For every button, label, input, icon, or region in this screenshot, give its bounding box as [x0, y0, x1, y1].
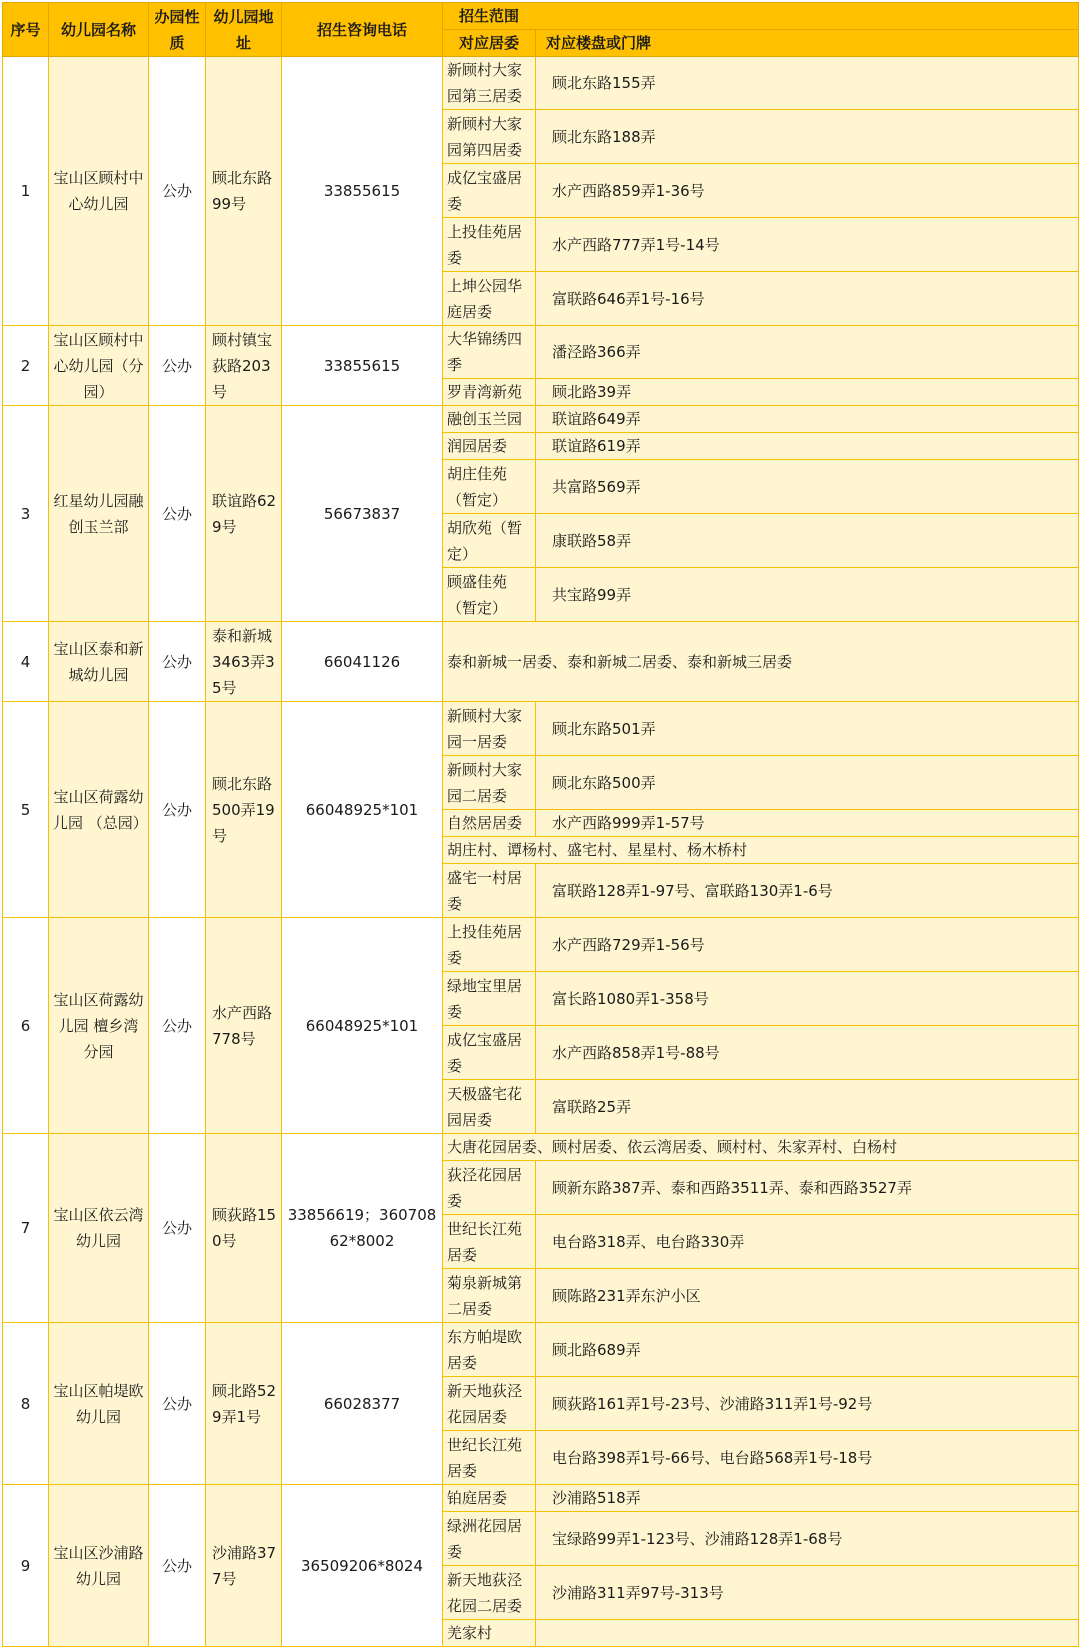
community-cell: 荻泾花园居委	[443, 1161, 536, 1215]
buildings-cell: 水产西路729弄1-56号	[536, 918, 1079, 972]
row-number: 9	[3, 1485, 49, 1647]
buildings-cell: 沙浦路311弄97号-313号	[536, 1566, 1079, 1620]
enrollment-phone: 36509206*8024	[282, 1485, 443, 1647]
buildings-cell: 共富路569弄	[536, 460, 1079, 514]
community-cell: 新顾村大家园一居委	[443, 702, 536, 756]
kindergarten-address: 联谊路629号	[206, 406, 282, 622]
kindergarten-address: 顾北路529弄1号	[206, 1323, 282, 1485]
buildings-cell: 顾荻路161弄1号-23号、沙浦路311弄1号-92号	[536, 1377, 1079, 1431]
community-cell: 世纪长江苑居委	[443, 1215, 536, 1269]
community-cell: 大华锦绣四季	[443, 326, 536, 379]
community-cell: 上投佳苑居委	[443, 218, 536, 272]
enrollment-phone: 33855615	[282, 57, 443, 326]
kindergarten-nature: 公办	[149, 918, 206, 1134]
buildings-cell	[536, 1620, 1079, 1647]
buildings-cell: 水产西路858弄1号-88号	[536, 1026, 1079, 1080]
header-nature: 办园性质	[149, 3, 206, 57]
kindergarten-nature: 公办	[149, 326, 206, 406]
buildings-cell: 顾北东路500弄	[536, 756, 1079, 810]
enrollment-phone: 56673837	[282, 406, 443, 622]
row-number: 1	[3, 57, 49, 326]
kindergarten-name: 宝山区沙浦路幼儿园	[49, 1485, 149, 1647]
buildings-cell: 共宝路99弄	[536, 568, 1079, 622]
header-community: 对应居委	[443, 30, 536, 57]
community-cell: 成亿宝盛居委	[443, 164, 536, 218]
kindergarten-nature: 公办	[149, 622, 206, 702]
community-cell: 盛宅一村居委	[443, 864, 536, 918]
kindergarten-address: 顾村镇宝荻路203号	[206, 326, 282, 406]
community-cell: 菊泉新城第二居委	[443, 1269, 536, 1323]
community-cell: 上投佳苑居委	[443, 918, 536, 972]
header-phone: 招生咨询电话	[282, 3, 443, 57]
row-number: 3	[3, 406, 49, 622]
row-number: 5	[3, 702, 49, 918]
community-cell: 新天地荻泾花园二居委	[443, 1566, 536, 1620]
buildings-cell: 水产西路859弄1-36号	[536, 164, 1079, 218]
community-cell: 新顾村大家园第三居委	[443, 57, 536, 110]
community-cell: 东方帕堤欧居委	[443, 1323, 536, 1377]
community-cell: 胡欣苑（暂定）	[443, 514, 536, 568]
buildings-cell: 水产西路999弄1-57号	[536, 810, 1079, 837]
buildings-cell: 电台路398弄1号-66号、电台路568弄1号-18号	[536, 1431, 1079, 1485]
buildings-cell: 顾陈路231弄东沪小区	[536, 1269, 1079, 1323]
community-cell: 胡庄佳苑（暂定）	[443, 460, 536, 514]
buildings-cell: 富联路646弄1号-16号	[536, 272, 1079, 326]
kindergarten-nature: 公办	[149, 1134, 206, 1323]
kindergarten-address: 泰和新城3463弄35号	[206, 622, 282, 702]
community-cell: 上坤公园华庭居委	[443, 272, 536, 326]
buildings-cell: 顾北东路501弄	[536, 702, 1079, 756]
row-number: 4	[3, 622, 49, 702]
kindergarten-name: 宝山区泰和新城幼儿园	[49, 622, 149, 702]
buildings-cell: 富联路25弄	[536, 1080, 1079, 1134]
kindergarten-nature: 公办	[149, 57, 206, 326]
header-no: 序号	[3, 3, 49, 57]
buildings-cell: 潘泾路366弄	[536, 326, 1079, 379]
buildings-cell: 顾北路39弄	[536, 379, 1079, 406]
community-cell: 顾盛佳苑（暂定）	[443, 568, 536, 622]
kindergarten-name: 宝山区帕堤欧幼儿园	[49, 1323, 149, 1485]
buildings-cell: 顾北东路188弄	[536, 110, 1079, 164]
buildings-cell: 联谊路649弄	[536, 406, 1079, 433]
header-buildings: 对应楼盘或门牌	[536, 30, 1079, 57]
row-number: 8	[3, 1323, 49, 1485]
community-cell: 新顾村大家园二居委	[443, 756, 536, 810]
buildings-cell: 顾北路689弄	[536, 1323, 1079, 1377]
kindergarten-name: 宝山区依云湾幼儿园	[49, 1134, 149, 1323]
buildings-cell: 电台路318弄、电台路330弄	[536, 1215, 1079, 1269]
kindergarten-address: 顾荻路150号	[206, 1134, 282, 1323]
scope-combined-cell: 胡庄村、谭杨村、盛宅村、星星村、杨木桥村	[443, 837, 1079, 864]
header-name: 幼儿园名称	[49, 3, 149, 57]
enrollment-phone: 66048925*101	[282, 918, 443, 1134]
buildings-cell: 联谊路619弄	[536, 433, 1079, 460]
enrollment-table	[2, 2, 1079, 1647]
enrollment-phone: 33855615	[282, 326, 443, 406]
community-cell: 润园居委	[443, 433, 536, 460]
kindergarten-name: 宝山区荷露幼儿园 檀乡湾分园	[49, 918, 149, 1134]
buildings-cell: 顾新东路387弄、泰和西路3511弄、泰和西路3527弄	[536, 1161, 1079, 1215]
header-address: 幼儿园地址	[206, 3, 282, 57]
community-cell: 绿洲花园居委	[443, 1512, 536, 1566]
kindergarten-name: 宝山区荷露幼儿园 （总园）	[49, 702, 149, 918]
enrollment-phone: 33856619；36070862*8002	[282, 1134, 443, 1323]
community-cell: 自然居居委	[443, 810, 536, 837]
kindergarten-address: 顾北东路500弄19号	[206, 702, 282, 918]
community-cell: 成亿宝盛居委	[443, 1026, 536, 1080]
scope-combined-cell: 大唐花园居委、顾村居委、依云湾居委、顾村村、朱家弄村、白杨村	[443, 1134, 1079, 1161]
enrollment-phone: 66048925*101	[282, 702, 443, 918]
enrollment-phone: 66028377	[282, 1323, 443, 1485]
enrollment-phone: 66041126	[282, 622, 443, 702]
buildings-cell: 沙浦路518弄	[536, 1485, 1079, 1512]
header-scope: 招生范围	[443, 3, 1079, 30]
community-cell: 罗青湾新苑	[443, 379, 536, 406]
buildings-cell: 宝绿路99弄1-123号、沙浦路128弄1-68号	[536, 1512, 1079, 1566]
buildings-cell: 水产西路777弄1号-14号	[536, 218, 1079, 272]
community-cell: 羌家村	[443, 1620, 536, 1647]
kindergarten-nature: 公办	[149, 702, 206, 918]
community-cell: 新天地荻泾花园居委	[443, 1377, 536, 1431]
community-cell: 天极盛宅花园居委	[443, 1080, 536, 1134]
kindergarten-name: 宝山区顾村中心幼儿园（分园）	[49, 326, 149, 406]
kindergarten-nature: 公办	[149, 1323, 206, 1485]
table-body	[3, 57, 1079, 1647]
kindergarten-nature: 公办	[149, 1485, 206, 1647]
buildings-cell: 富长路1080弄1-358号	[536, 972, 1079, 1026]
row-number: 2	[3, 326, 49, 406]
community-cell: 铂庭居委	[443, 1485, 536, 1512]
community-cell: 新顾村大家园第四居委	[443, 110, 536, 164]
row-number: 6	[3, 918, 49, 1134]
kindergarten-nature: 公办	[149, 406, 206, 622]
kindergarten-name: 红星幼儿园融创玉兰部	[49, 406, 149, 622]
kindergarten-address: 沙浦路377号	[206, 1485, 282, 1647]
buildings-cell: 顾北东路155弄	[536, 57, 1079, 110]
row-number: 7	[3, 1134, 49, 1323]
community-cell: 世纪长江苑居委	[443, 1431, 536, 1485]
scope-combined-cell: 泰和新城一居委、泰和新城二居委、泰和新城三居委	[443, 622, 1079, 702]
buildings-cell: 康联路58弄	[536, 514, 1079, 568]
kindergarten-address: 顾北东路99号	[206, 57, 282, 326]
community-cell: 融创玉兰园	[443, 406, 536, 433]
kindergarten-name: 宝山区顾村中心幼儿园	[49, 57, 149, 326]
buildings-cell: 富联路128弄1-97号、富联路130弄1-6号	[536, 864, 1079, 918]
kindergarten-address: 水产西路778号	[206, 918, 282, 1134]
community-cell: 绿地宝里居委	[443, 972, 536, 1026]
